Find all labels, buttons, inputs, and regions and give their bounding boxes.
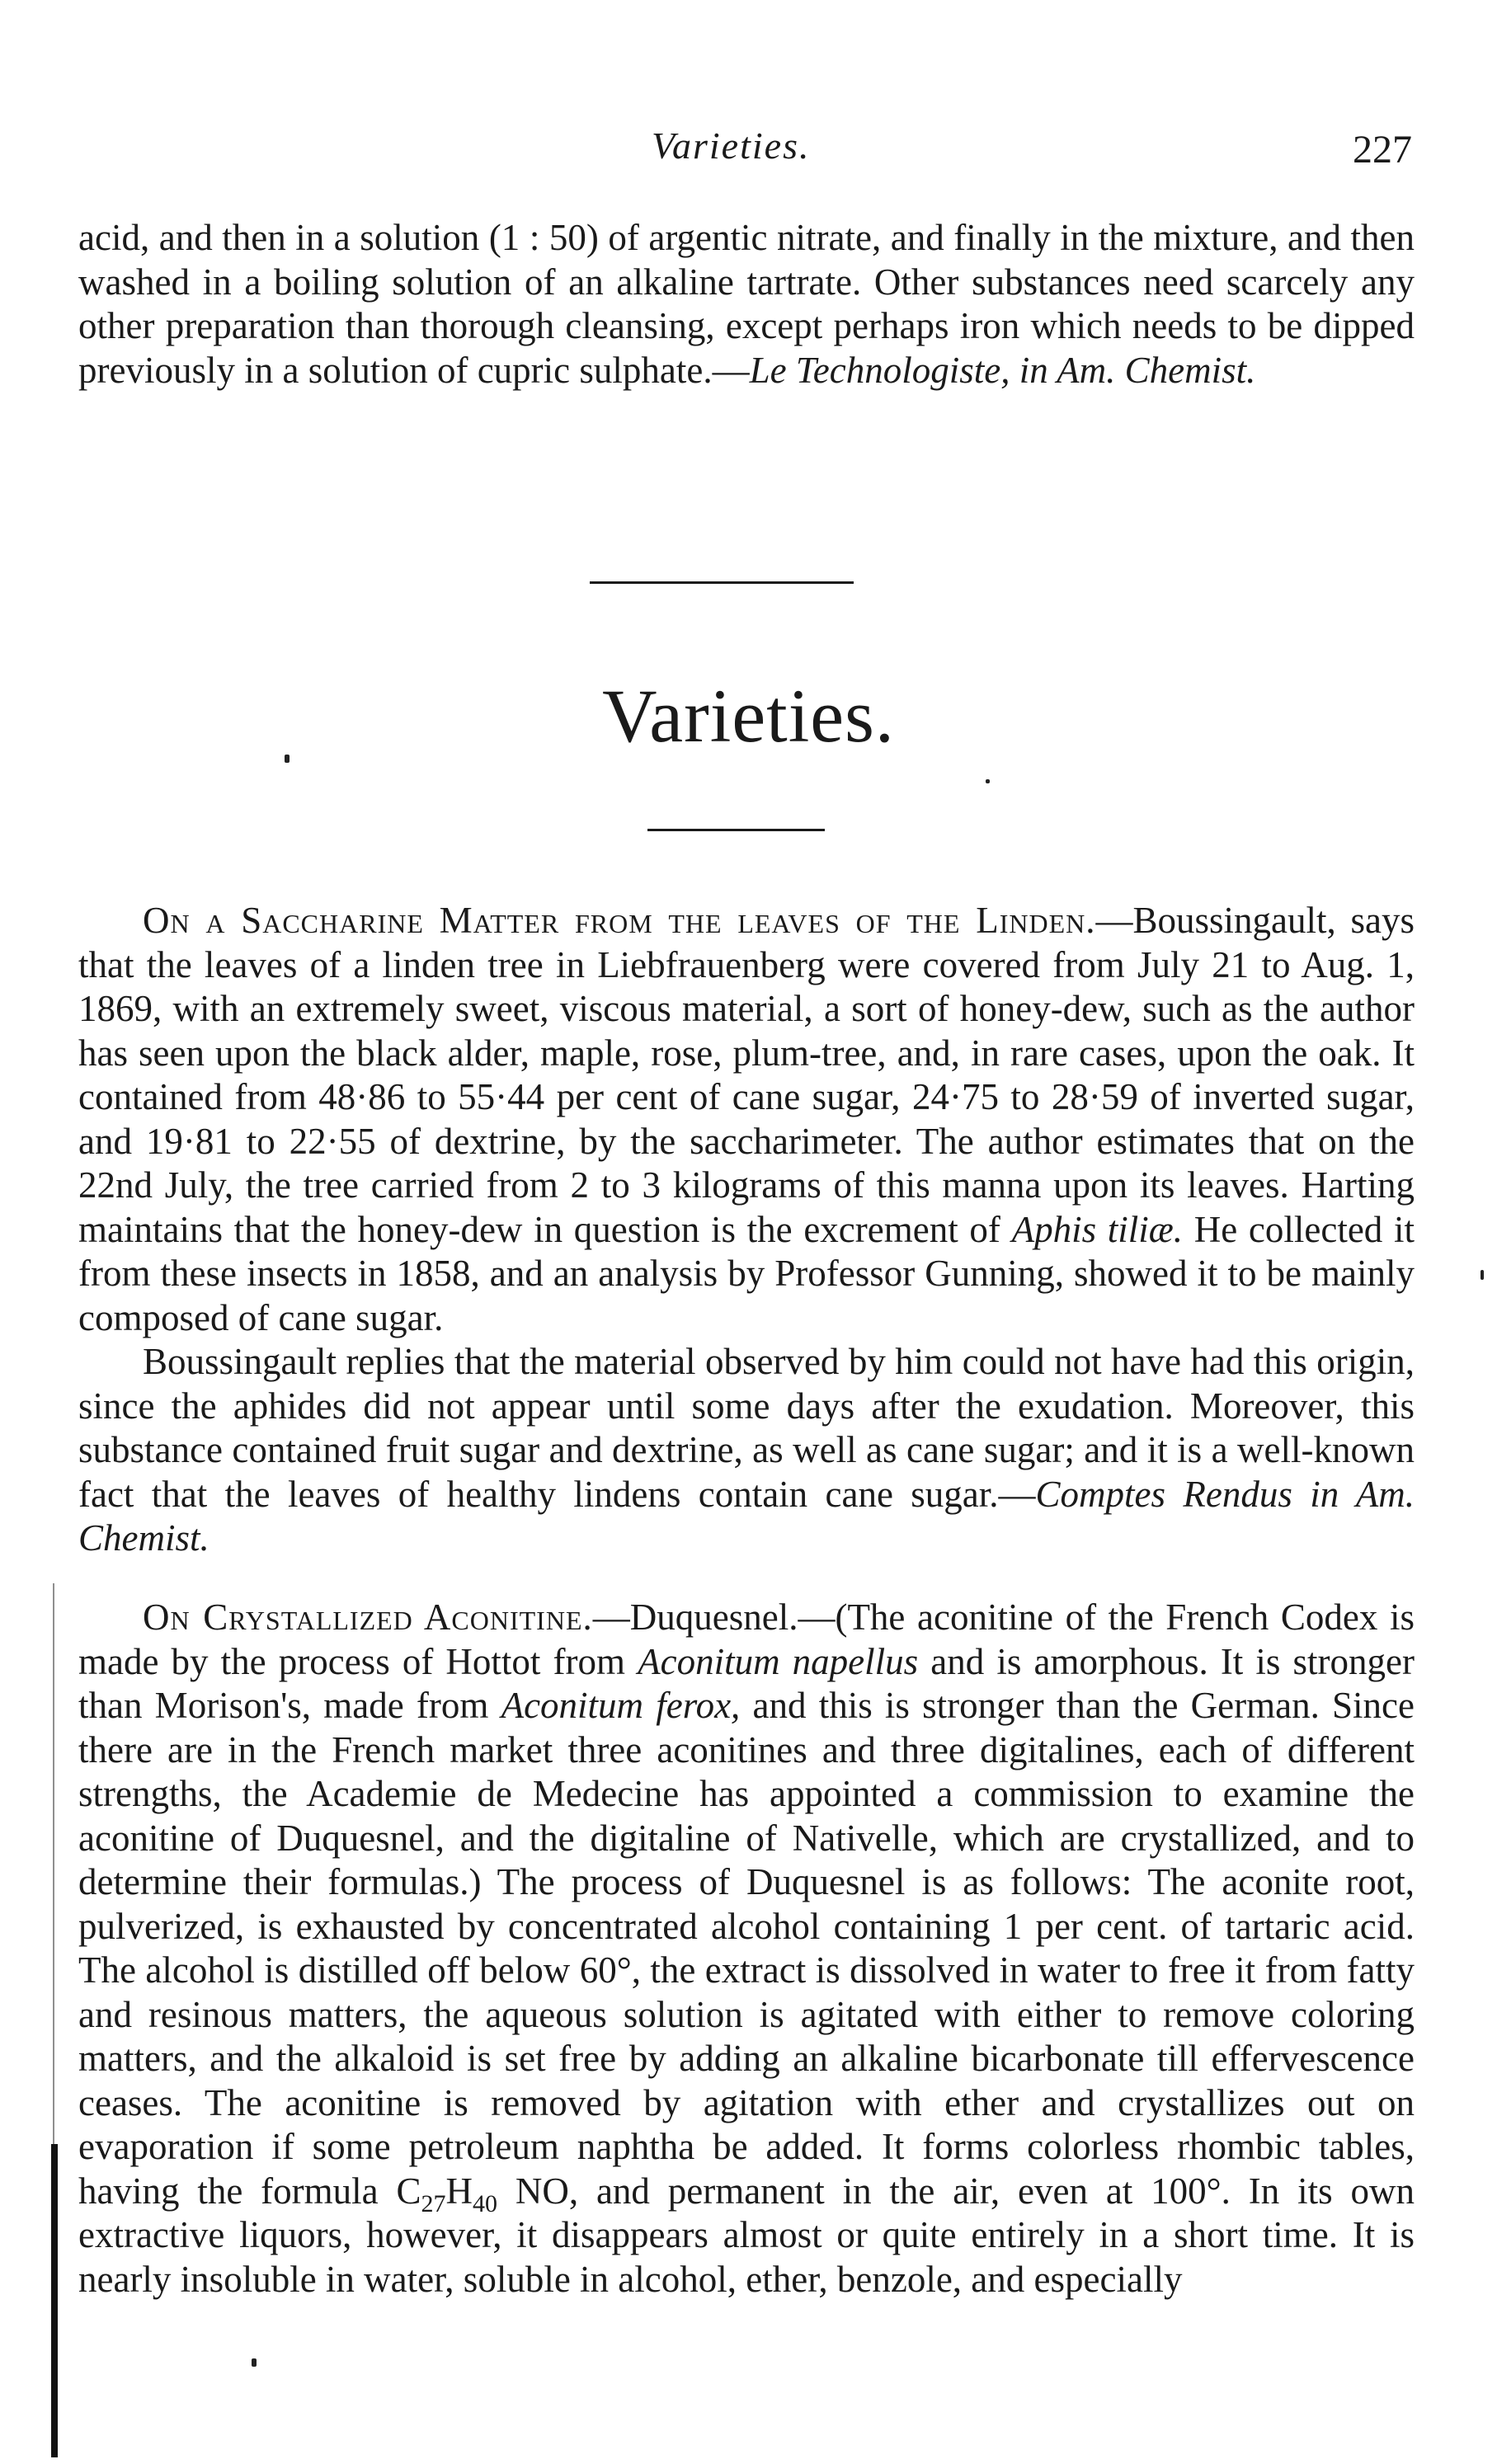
aconitine-text-4: NO, and permanent in the air, even at 100°. In its own extractive liquors, however, it disappears almost or quite entirely in a short time. It is nearly insoluble in water, soluble in alcohol, ether, benzole, and especially bbox=[78, 2170, 1415, 2300]
formula-h: H bbox=[445, 2170, 473, 2212]
scan-edge-line bbox=[53, 1583, 54, 2161]
intro-paragraph-block bbox=[78, 216, 1415, 393]
aphis-name: Aphis tiliæ. bbox=[1011, 1208, 1184, 1250]
scan-speck bbox=[285, 755, 290, 763]
scan-speck bbox=[1481, 1270, 1484, 1280]
linden-source: Comptes Rendus in Am. Chemist. bbox=[78, 1473, 1415, 1559]
intro-text: acid, and then in a solution (1 : 50) of argentic nitrate, and finally in the mixture, and then washed in a boiling solution of an alkaline tartrate. Other substances need scarcely any other preparation than thorough cleansing, except perhaps iron which needs to be dipped previously in a solution of cupric sulphate.— bbox=[78, 217, 1415, 391]
linden-reply: Boussingault replies that the material observed by him could not have had this origin, since the aphides did not appear until some days after the exudation. Moreover, this substance contained fruit sugar and dextrine, as well as cane sugar; and it is a well-known fact that the leaves of healthy lindens contain cane sugar.— bbox=[78, 1341, 1415, 1515]
scan-edge-bar bbox=[51, 2144, 58, 2457]
running-head bbox=[0, 124, 1497, 181]
formula-subscript-c: 27 bbox=[421, 2189, 446, 2217]
aconitine-heading: On Crystallized Aconitine. bbox=[143, 1596, 593, 1638]
scan-speck bbox=[986, 779, 990, 783]
linden-text: —Boussingault, says that the leaves of a linden tree in Liebfrauenberg were covered from July 21 to Aug. 1, 1869, with an extremely sweet, viscous material, a sort of honey-dew, such as the author has seen upon the black alder, maple, rose, plum-tree, and, in rare cases, upon the oak. It contained from 48·86 to 55·44 per cent of cane sugar, 24·75 to 28·59 of inverted sugar, and 19·81 to 22·55 of dextrine, by the saccharimeter. The author estimates that on the 22nd July, the tree carried from 2 to 3 kilograms of this manna upon its leaves. Harting maintains that the honey-dew in question is the excrement of bbox=[78, 900, 1415, 1250]
intro-paragraph bbox=[78, 216, 1415, 393]
aconitine-text-3: and this is stronger than the German. Since there are in the French market three aconitines and three digitalines, each of different strengths, the Academie de Medecine has appointed a commission to examine the aconitine of Duquesnel, and the digitaline of Nativelle, which are crystallized, and to determine their formulas.) The process of Duquesnel is as follows: The aconite root, pulverized, is exhausted by concentrated alcohol containing 1 per cent. of tartaric acid. The alcohol is distilled off below 60°, the extract is dissolved in water to free it from fatty and resinous matters, the aqueous solution is agitated with either to remove coloring matters, and the alkaloid is set free by adding an alkaline bicarbonate till effervescence ceases. The aconitine is removed by agitation with ether and crystallizes out on evaporation if some petroleum naphtha be added. It forms colorless rhombic tables, having the formula C bbox=[78, 1685, 1415, 2212]
formula-subscript-h: 40 bbox=[473, 2189, 497, 2217]
aconitum-napellus: Aconitum napellus bbox=[638, 1640, 919, 1682]
top-rule bbox=[590, 581, 854, 584]
running-title: Varieties. bbox=[652, 125, 811, 167]
aconitine-text-2: and is amorphous. It is stronger than Morison's, made from bbox=[78, 1640, 1415, 1726]
article-linden bbox=[78, 899, 1415, 1561]
aconitine-text-1: —Duquesnel.—(The aconitine of the French Codex is made by the process of Hottot from bbox=[78, 1596, 1415, 1682]
article-aconitine bbox=[78, 1596, 1415, 2302]
linden-paragraph-2 bbox=[78, 1340, 1415, 1561]
scan-speck bbox=[252, 2358, 257, 2367]
aconitine-paragraph bbox=[78, 1596, 1415, 2302]
linden-paragraph-1 bbox=[78, 899, 1415, 1340]
bottom-rule bbox=[647, 829, 825, 831]
linden-heading: On a Saccharine Matter from the leaves of the Linden. bbox=[143, 900, 1096, 941]
linden-text-tail: He collected it from these insects in 1858, and an analysis by Professor Gunning, showed it to be mainly composed of cane sugar. bbox=[78, 1208, 1415, 1338]
intro-source: Le Technologiste, in Am. Chemist. bbox=[749, 349, 1256, 391]
section-title: Varieties. bbox=[602, 674, 895, 758]
aconitum-ferox: Aconitum ferox, bbox=[501, 1685, 741, 1726]
page-number: 227 bbox=[1353, 128, 1412, 172]
